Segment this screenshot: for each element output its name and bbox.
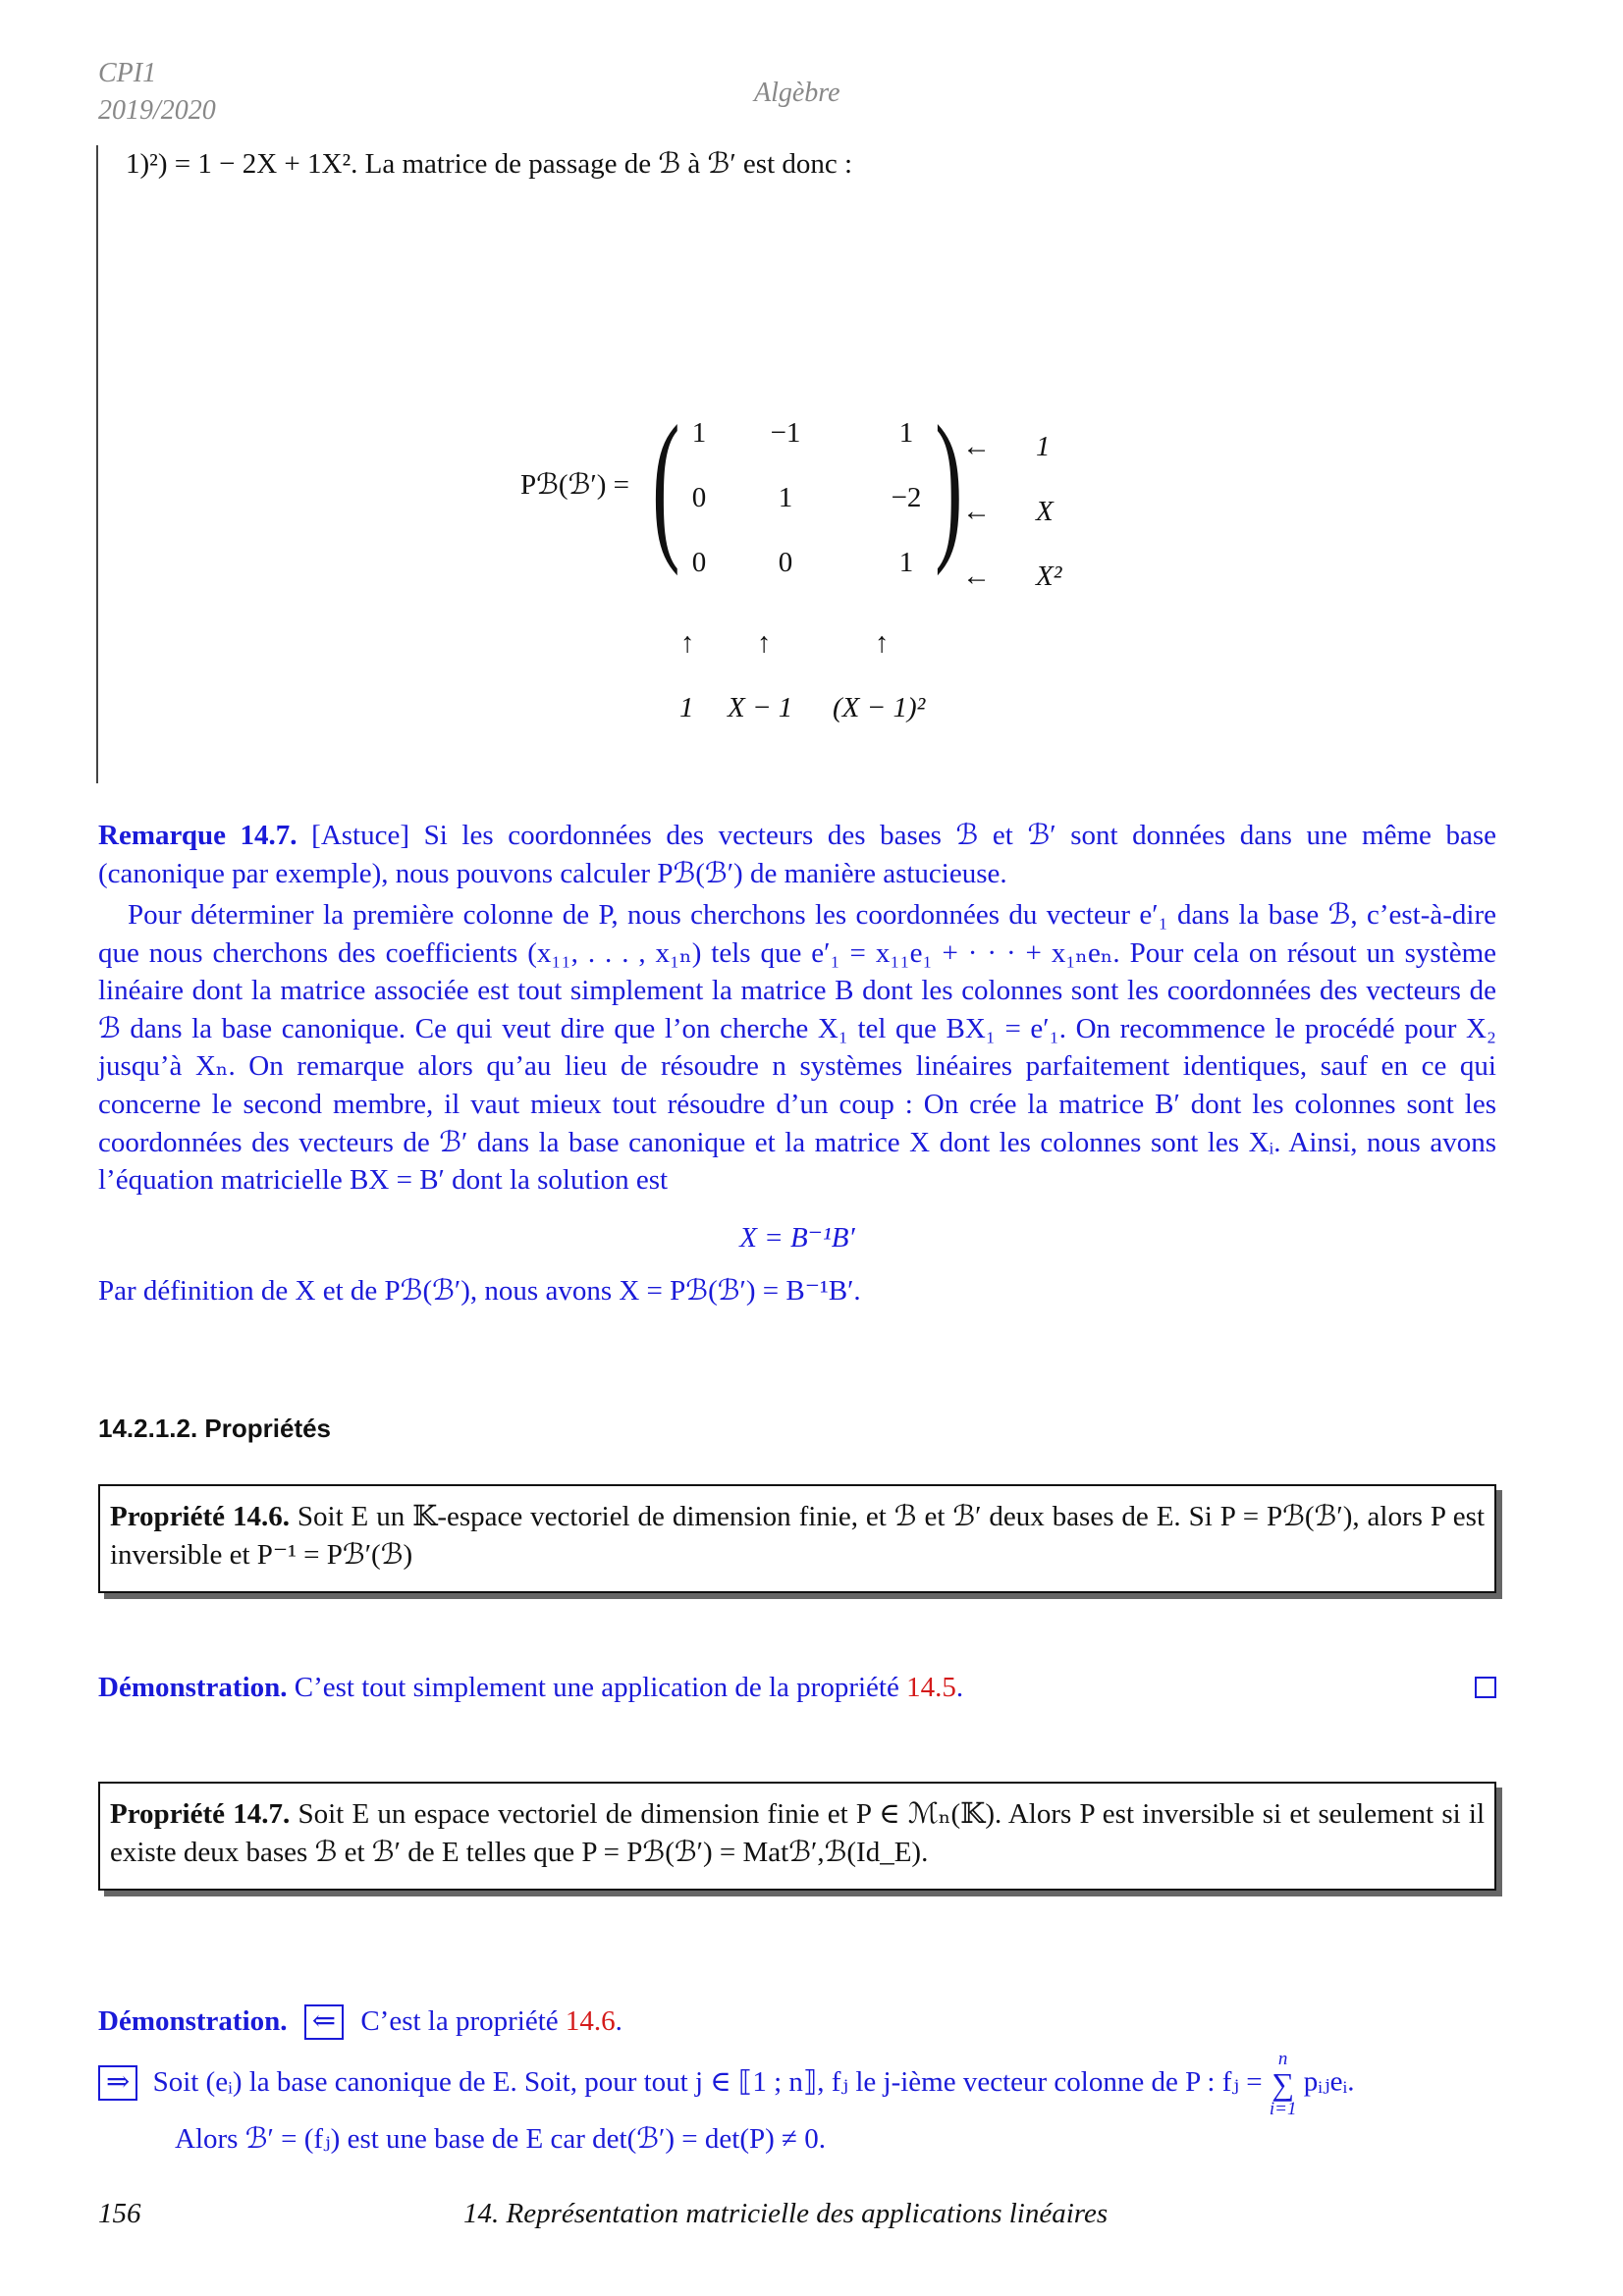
matrix-cell: 0 (778, 546, 793, 578)
remark-equation: X = B⁻¹B′ (739, 1221, 855, 1254)
remark-title: Remarque 14.7. (98, 820, 298, 851)
sum-bottom: i=1 (1269, 2099, 1297, 2119)
row-label: X² (1036, 561, 1062, 592)
demo2-line2 (98, 2050, 1496, 2118)
col-arrow: ↑ (875, 627, 890, 659)
left-implication-arrow-icon: ⇐ (304, 2004, 344, 2040)
prop2-text: Soit E un espace vectoriel de dimension finie et P ∈ ℳₙ(𝕂). Alors P est inversible si et seulement si il existe deux bases ℬ et ℬ′ de E telles que P = Pℬ(ℬ′) = Matℬ′,ℬ(Id_E). (110, 1798, 1486, 1868)
demo1-title: Démonstration. (98, 1672, 288, 1703)
col-arrow: ↑ (680, 627, 695, 659)
prop1-title: Propriété 14.6. (110, 1501, 290, 1532)
col-label: 1 (679, 692, 694, 723)
remark-block (98, 817, 1496, 1310)
row-label: 1 (1036, 431, 1051, 462)
demo2-text3: Alors ℬ′ = (fⱼ) est une base de E car det(ℬ′) = det(P) ≠ 0. (175, 2123, 826, 2155)
demo2-line1 (98, 2002, 1496, 2041)
remark-p3: Par définition de X et de Pℬ(ℬ′), nous avons X = Pℬ(ℬ′) = B⁻¹B′. (98, 1275, 861, 1308)
property-box-14-6 (98, 1484, 1496, 1593)
matrix-label: Pℬ(ℬ′) = (520, 469, 629, 501)
header-subject: Algèbre (754, 78, 840, 108)
header-year: 2019/2020 (98, 95, 216, 126)
remark-p1-text: [Astuce] Si les coordonnées des vecteurs des bases ℬ et ℬ′ sont données dans une même base (canonique par exemple), nous pouvons calculer Pℬ(ℬ′) de manière astucieuse. (98, 820, 1497, 889)
matrix-row (666, 465, 974, 530)
demo1-line (98, 1669, 1496, 1707)
remark-p1 (98, 817, 1496, 892)
prop1-text: Soit E un 𝕂-espace vectoriel de dimension finie, et ℬ et ℬ′ deux bases de E. Si P = Pℬ(ℬ′), alors P est inversible et P⁻¹ = Pℬ′(ℬ) (110, 1501, 1486, 1571)
demo2-title: Démonstration. (98, 2005, 288, 2037)
qed-square-icon (1475, 1677, 1496, 1698)
demo1-text: C’est tout simplement une application de la propriété (294, 1672, 899, 1703)
header-course: CPI1 (98, 58, 157, 88)
sum-symbol: ∑ (1271, 2066, 1295, 2102)
demo2-ref-link[interactable]: 14.6 (565, 2005, 616, 2037)
row-arrow: ← (962, 496, 991, 527)
col-label: X − 1 (728, 692, 793, 723)
col-label: (X − 1)² (833, 692, 926, 723)
footer-chapter: 14. Représentation matricielle des applications linéaires (463, 2198, 1109, 2229)
matrix-cell: −2 (891, 481, 922, 513)
property-box-14-7 (98, 1782, 1496, 1891)
remark-p2: Pour déterminer la première colonne de P, nous cherchons les coordonnées du vecteur e′₁ dans la base ℬ, c’est-à-dire que nous cherchons des coefficients (x₁₁, . . . , x₁ₙ) tels que e′₁ = x₁₁e₁ + · · · + x₁ₙeₙ. Pour cela on résout un système linéaire dont la matrice associée est tout simplement la matrice B dont les colonnes sont les coordonnées des vecteurs de ℬ dans la base canonique. Ce qui veut dire que l’on cherche X₁ tel que BX₁ = e′₁. On recommence le procédé pour X₂ jusqu’à Xₙ. On remarque alors qu’au lieu de résoudre n systèmes linéaires parfaitement identiques, sauf en ce qui concerne le second membre, il vaut mieux tout résoudre d’un coup : On crée la matrice B′ dont les colonnes sont les coordonnées des vecteurs de ℬ′ dans la base canonique et la matrice X dont les colonnes sont les Xᵢ. Ainsi, nous avons l’équation matricielle BX = B′ dont la solution est (98, 899, 1496, 1197)
prop2-title: Propriété 14.7. (110, 1798, 291, 1830)
matrix-cell: 1 (898, 416, 914, 449)
matrix-table (666, 392, 974, 595)
matrix-cell: 1 (778, 481, 793, 513)
section-title: 14.2.1.2. Propriétés (98, 1414, 332, 1443)
matrix-cell: 1 (898, 546, 914, 578)
row-label: X (1036, 496, 1054, 527)
sum-top: n (1277, 2049, 1288, 2069)
footer-page-number: 156 (98, 2198, 141, 2229)
right-implication-arrow-icon: ⇒ (98, 2065, 137, 2101)
proof-bar (96, 145, 98, 783)
demo1-end: . (955, 1672, 964, 1703)
row-arrow: ← (962, 561, 991, 592)
matrix-row (666, 530, 974, 595)
left-paren: ( (652, 392, 680, 576)
intro-line: 1)²) = 1 − 2X + 1X². La matrice de passage de ℬ à ℬ′ est donc : (126, 148, 853, 180)
row-arrow: ← (962, 431, 991, 462)
demo2-text1: C’est la propriété (360, 2005, 559, 2037)
sum-term: pᵢⱼeᵢ. (1303, 2065, 1355, 2098)
matrix-row (666, 400, 974, 465)
sum-operator (1270, 2050, 1297, 2118)
demo2-text2: Soit (eᵢ) la base canonique de E. Soit, pour tout j ∈ ⟦1 ; n⟧, fⱼ le j-ième vecteur colonne de P : fⱼ = (152, 2065, 1263, 2098)
demo2-end: . (615, 2005, 622, 2037)
col-arrow: ↑ (757, 627, 772, 659)
right-paren: ) (935, 392, 963, 576)
matrix-cell: 1 (691, 416, 707, 449)
demo1-ref-link[interactable]: 14.5 (906, 1672, 956, 1703)
matrix-cell: −1 (770, 416, 801, 449)
matrix-cell: 0 (691, 546, 707, 578)
matrix-cell: 0 (691, 481, 707, 513)
matrix-block (638, 392, 1070, 616)
